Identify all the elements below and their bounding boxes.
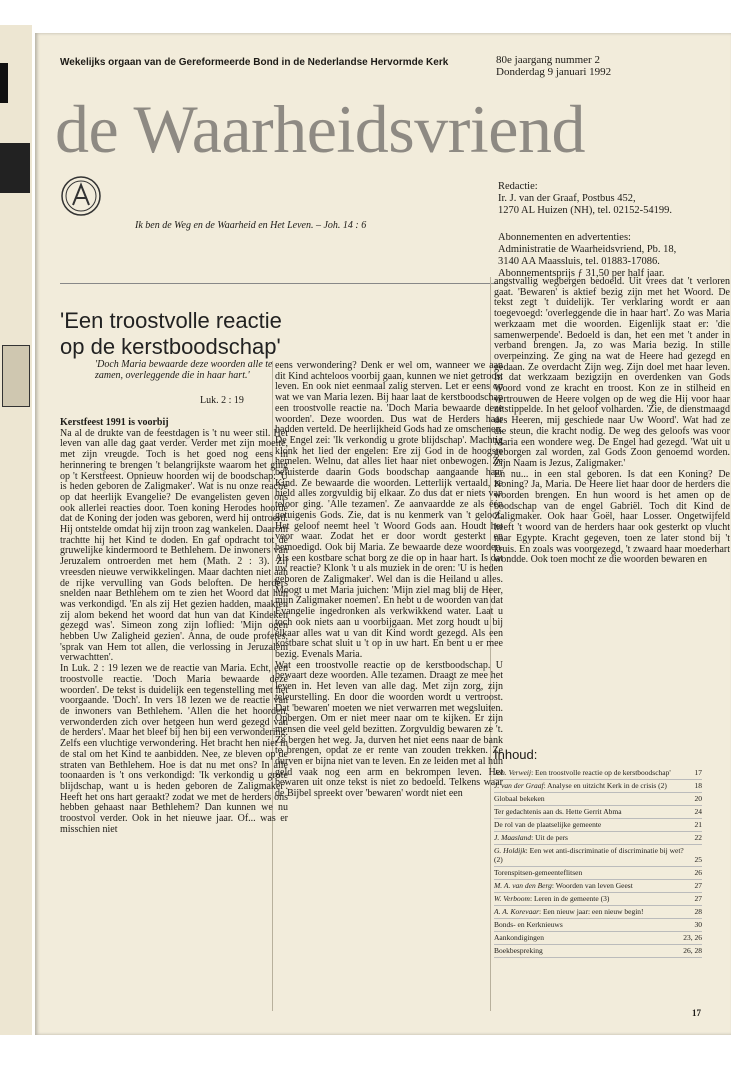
toc-entry-page: 20: [694, 794, 702, 803]
toc-title: Inhoud:: [494, 747, 538, 762]
toc-entry-page: 18: [694, 781, 702, 790]
toc-entry-author: M. A. van den Berg: [494, 881, 552, 890]
toc-entry-text: Boekbespreking: [494, 946, 543, 955]
page: [35, 33, 731, 1035]
toc-entry-author: W. Verboom: [494, 894, 530, 903]
redactie-block: [498, 181, 672, 217]
toc-entry-text: Een troostvolle reactie op de kerstboodschap': [535, 768, 671, 777]
toc-entry-page: 25: [694, 855, 702, 864]
toc-entry-text: Analyse en uitzicht Kerk in de crisis (2): [547, 781, 667, 790]
toc-entry-author: Joh. Verweij: [494, 768, 532, 777]
toc-entry-title: [494, 933, 680, 942]
toc-entry: [494, 793, 702, 806]
edge-bar: [0, 63, 8, 103]
paragraph: Wat een troostvolle reactie op de kerstboodschap. U bewaart deze woorden. Alle tezamen. Draagt ze mee het leven in. Het leven van alle dag. Met zijn zorg, zijn teleurstelling. En door die woorden wordt u vertroost. Dat 'bewaren' moeten we niet verwarren met wegsluiten. Opbergen. Om er niet meer naar om te kijken. Er zijn mensen die veel geld bezitten. Zorgvuldig bewaren ze 't. Ze bergen het weg. Ja, durven het niet eens naar de bank te brengen, opdat ze er rente van zouden trekken. Ze durven er bijna niet van te leven. En ze leiden met al hun geld vaak nog een arm en bekrompen leven. Het bewaren uit onze tekst is niet zo bedoeld. Telkens waar de Bijbel spreekt over 'bewaren' wordt niet een: [275, 659, 503, 800]
toc-entry: [494, 880, 702, 893]
toc-entry-page: 17: [694, 768, 702, 777]
redactie-line: 1270 AL Huizen (NH), tel. 02152-54199.: [498, 205, 672, 216]
toc-entry: [494, 832, 702, 845]
toc-entry-author: A. A. Korevaar: [494, 907, 539, 916]
toc-entry-title: Joh. Verweij: Een troostvolle reactie op de kerstboodschap': [494, 768, 671, 777]
issue-date: Donderdag 9 januari 1992: [496, 66, 612, 78]
toc-entry-title: [494, 820, 692, 829]
toc-entry-text: Globaal bekeken: [494, 794, 545, 803]
article-quote: 'Doch Maria bewaarde deze woorden alle te zamen, overleggende die in haar hart.': [95, 359, 273, 381]
toc-entry-page: 28: [694, 907, 702, 916]
toc-entry-title: [494, 946, 680, 955]
toc-entry-text: Bonds- en Kerknieuws: [494, 920, 563, 929]
paragraph: In Luk. 2 : 19 lezen we de reactie van Maria. Echt, een troostvolle reactie. 'Doch Maria bewaarde deze woorden'. De tekst is duidelijk een tegenstelling met het voorgaande. 'Doch'. In vers 18 lezen we de reactie van de inwoners van Bethlehem. 'Allen die het hoorden, verwonderden zich over hetgeen hun werd gezegd van de herders'. Maar het bleef bij hen bij een verwondering. Zelfs een vluchtige verwondering. Het bracht hen niet in de stal om het Kind te aanbidden. Nee, ze bleven op de straten van Bethlehem. Hoe is dat nu met ons? In alle toonaarden is 't ons verkondigd: 'Ik verkondig u grote blijdschap, want u is heden geboren de Zaligmaker'. Heeft het ons hart geraakt? zodat we met de herders ons hebben gehaast naar Bethlehem? Dan kunnen we nu troostvol verder. Ook in het nieuwe jaar. Of... was er misschien niet: [60, 663, 288, 835]
toc-entry-text: Torenspitsen-gemeenteflitsen: [494, 868, 583, 877]
header-subtitle: Wekelijks orgaan van de Gereformeerde Bond in de Nederlandse Hervormde Kerk: [60, 57, 449, 68]
table-of-contents: [494, 767, 702, 958]
toc-entry: [494, 932, 702, 945]
toc-entry-title: [494, 868, 692, 877]
toc-entry-text: Woorden van leven Geest: [555, 881, 633, 890]
toc-entry-title: W. Verboom: Leren in de gemeente (3): [494, 894, 610, 903]
abonnementen-label: Abonnementen en advertenties:: [498, 232, 631, 243]
abonnementen-line: 3140 AA Maassluis, tel. 01883-17086.: [498, 256, 660, 267]
motto: Ik ben de Weg en de Waarheid en Het Leven. – Joh. 14 : 6: [135, 220, 367, 231]
toc-entry-title: [494, 920, 692, 929]
toc-entry-text: Een wet anti-discriminatie of discriminatie bij wet? (2): [494, 846, 684, 864]
abonnementen-line: Abonnementsprijs ƒ 31,50 per half jaar.: [498, 268, 665, 279]
toc-entry-author: J. van der Graaf: [494, 781, 544, 790]
paragraph: En nu... in een stal geboren. Is dat een Koning? De Koning? Ja, Maria. De Heere liet haar door de herders die woorden brengen. En hun woord is het amen op de boodschap van de engel Gabriël. Toch dit Kind de Zaligmaker. Ook haar Goël, haar Losser. Ongetwijfeld heeft 't woord van de herders haar ook gesterkt op vlucht naar Egypte. Kracht gegeven, toen ze later stond bij 't kruis. En zoals was voorgezegd, 't zwaard haar moederhart wondde. Ook toen mocht ze die woorden bewaren en: [494, 468, 730, 566]
issue-info: [496, 54, 611, 78]
article-title: 'Een troostvolle reactie op de kerstboodschap': [60, 308, 282, 359]
toc-entry-page: 30: [694, 920, 702, 929]
header-divider: [60, 283, 498, 284]
toc-entry-page: 26: [694, 868, 702, 877]
article-column-1: [60, 418, 288, 835]
toc-entry-text: Uit de pers: [535, 833, 568, 842]
issue-volume: 80e jaargang nummer 2: [496, 54, 600, 66]
toc-entry-page: 22: [694, 833, 702, 842]
toc-entry: [494, 819, 702, 832]
toc-entry-text: Een nieuw jaar: een nieuw begin!: [542, 907, 644, 916]
toc-entry-text: Ter gedachtenis aan ds. Hette Gerrit Abma: [494, 807, 622, 816]
toc-entry: [494, 867, 702, 880]
toc-entry: [494, 906, 702, 919]
toc-entry-page: 27: [694, 881, 702, 890]
toc-entry-page: 27: [694, 894, 702, 903]
edge-figure: [2, 345, 30, 407]
abonnementen-block: [498, 232, 676, 280]
toc-entry-text: De rol van de plaatselijke gemeente: [494, 820, 602, 829]
toc-entry-author: J. Maasland: [494, 833, 532, 842]
toc-entry: [494, 893, 702, 906]
redactie-label: Redactie:: [498, 181, 538, 192]
toc-entry-title: J. Maasland: Uit de pers: [494, 833, 568, 842]
toc-entry-page: 26, 28: [683, 946, 702, 955]
alpha-omega-logo-icon: [60, 175, 102, 217]
page-number: 17: [692, 1008, 701, 1018]
toc-entry-title: [494, 807, 692, 816]
paragraph: Na al de drukte van de feestdagen is 't nu weer stil. Het leven van alle dag gaat verder. Verder met zijn moeite, met zijn vreugde. Toch is het goed nog eens in herinnering te brengen 't belangrijkste waarom het ging op 't Kerstfeest. Opnieuw hoorden wij de boodschap: 'U is heden geboren de Zaligmaker'. Wat is nu onze reactie op dat heerlijk Evangelie? De evangelisten geven ons ook allerlei reacties door. Toen koning Herodes hoorde dat de Koning der joden was geboren, werd hij ontroerd. Hij ontstelde omdat hij zijn troon zag wankelen. Daarom trachtte hij het Kind te doden. En gaf opdracht tot de gruwelijke kindermoord te Bethlehem. De inwoners van Jeruzalem ontroerden met hem (Math. 2 : 3). Zij vreesden nieuwe verwikkelingen. Maar dachten niet aan de rijke vervulling van Gods beloften. De herders snelden naar Bethlehem om te zien het Woord dat hun was verkondigd. 'En als zij Het gezien hadden, maakten zij alom bekend het woord dat hun van dat Kindeken gezegd was'. Simeon zong zijn loflied: 'Mijn ogen hebben Uw Zaligheid gezien'. Anna, de oude profetes, 'sprak van Hem tot allen, die verlossing in Jeruzalem verwachtten'.: [60, 427, 288, 664]
article-column-3: [494, 277, 730, 566]
toc-entry: [494, 806, 702, 819]
toc-entry-title: A. A. Korevaar: Een nieuw jaar: een nieuw begin!: [494, 907, 644, 916]
toc-entry-title: [494, 794, 692, 803]
toc-entry: [494, 845, 702, 867]
edge-dark-block: [0, 143, 30, 193]
paragraph: eens verwondering? Denk er wel om, wanneer we aan dit Kind achteloos voorbij gaan, kunnen we niet getroost leven. En ook niet eenmaal zalig sterven. Let er eens op wat we van Maria lezen. Bij haar laat de kerstboodschap een troostvolle reactie na. 'Doch Maria bewaarde deze woorden'. Deze woorden. Dus wat de Herders haar hadden verteld. De heerlijkheid Gods had ze omschenen. De Engel zei: 'Ik verkondig u grote blijdschap'. Machtig klonk het lied der engelen: Ere zij God in de hoogste hemelen. Welnu, dat alles liet haar niet onbewogen. Ze beluisterde daarin Gods boodschap aangaande haar Kind. Ze bewaarde die woorden. Letterlijk vertaald, ze hield alles zorgvuldig bij elkaar. Zo dus dat er niets van teloor ging. 'Alle tezamen'. Ze aanvaardde ze als één getuigenis Gods. Zie, dat is nu kenmerk van 't geloof. Het geloof neemt heel 't Woord Gods aan. Houdt het voor waar. Zodat het er door wordt gesterkt en bemoedigd. Ook bij Maria. Ze bewaarde deze woorden. Als een kostbare schat borg ze die op in haar hart. Is dat uw reactie? Klonk 't u als muziek in de oren: 'U is heden geboren de Zaligmaker'. Wel dan is die Heiland u alles. Moogt u met Maria juichen: 'Mijn ziel mag blij de Heer, mijn Zaligmaker noemen'. En hebt u de woorden van dat Evangelie ingedronken als verkwikkend water. Laat u toch ook niets aan u voorbijgaan. Met zorg houdt u bij elkaar alles wat u van dit Kind wordt gezegd. Als een kostbare schat sluit u 't op in uw hart. En bent u er mee bezig. Evenals Maria.: [275, 360, 503, 660]
toc-entry-page: 24: [694, 807, 702, 816]
toc-entry-page: 23, 26: [683, 933, 702, 942]
quote-reference: Luk. 2 : 19: [200, 395, 244, 406]
section-heading: Kerstfeest 1991 is voorbij: [60, 417, 169, 428]
paragraph: angstvallig wegbergen bedoeld. Uit vrees dat 't verloren gaat. 'Bewaren' is aktief bezig zijn met het Woord. De tekst zegt 't duidelijk. Ter verklaring wordt er aan toegevoegd: 'overleggende die in haar hart'. Zo was Maria werkzaam met die woorden. Eigenlijk staat er: 'die samenwerpende'. Bedoeld is dan, het een met 't ander in verband brengen. Ja, zo was Maria bezig. In stille overpeinzing. Ze ging na wat de Heere had gezegd en gedaan. Ze overdacht Zijn weg. Zijn doel met haar leven. In dat werkzaam bezigzijn en overdenken van Gods Woord vond ze kracht en troost. Kon ze in stilheid en vertrouwen de Heere volgen op de weg die Hij voor haar uitstippelde. In het geloof volharden. 'Zie, de dienstmaagd des Heeren, mij geschiede naar Uw Woord'. Wat had ze die steun, die kracht nodig. De weg des geloofs was voor Maria een wondere weg. De Engel had gezegd. 'Wat uit u geborgen zal worden, zal Gods Zoon genoemd worden. Zijn Naam is Jezus, Zaligmaker.': [494, 276, 730, 469]
toc-entry-title: G. Holdijk: Een wet anti-discriminatie of discriminatie bij wet? (2): [494, 846, 684, 864]
toc-entry: [494, 767, 702, 780]
toc-entry: [494, 945, 702, 958]
toc-entry-text: Aankondigingen: [494, 933, 544, 942]
toc-entry-author: G. Holdijk: [494, 846, 526, 855]
toc-entry-page: 21: [694, 820, 702, 829]
redactie-line: Ir. J. van der Graaf, Postbus 452,: [498, 193, 636, 204]
toc-entry-title: M. A. van den Berg: Woorden van leven Geest: [494, 881, 633, 890]
toc-entry: [494, 780, 702, 793]
article-column-2: [275, 361, 503, 800]
previous-page-edge: [0, 25, 32, 1035]
toc-entry-title: J. van der Graaf: Analyse en uitzicht Kerk in de crisis (2): [494, 781, 667, 790]
toc-entry: [494, 919, 702, 932]
toc-entry-text: Leren in de gemeente (3): [533, 894, 610, 903]
abonnementen-line: Administratie de Waarheidsvriend, Pb. 18,: [498, 244, 677, 255]
masthead-title: de Waarheidsvriend: [55, 91, 585, 167]
